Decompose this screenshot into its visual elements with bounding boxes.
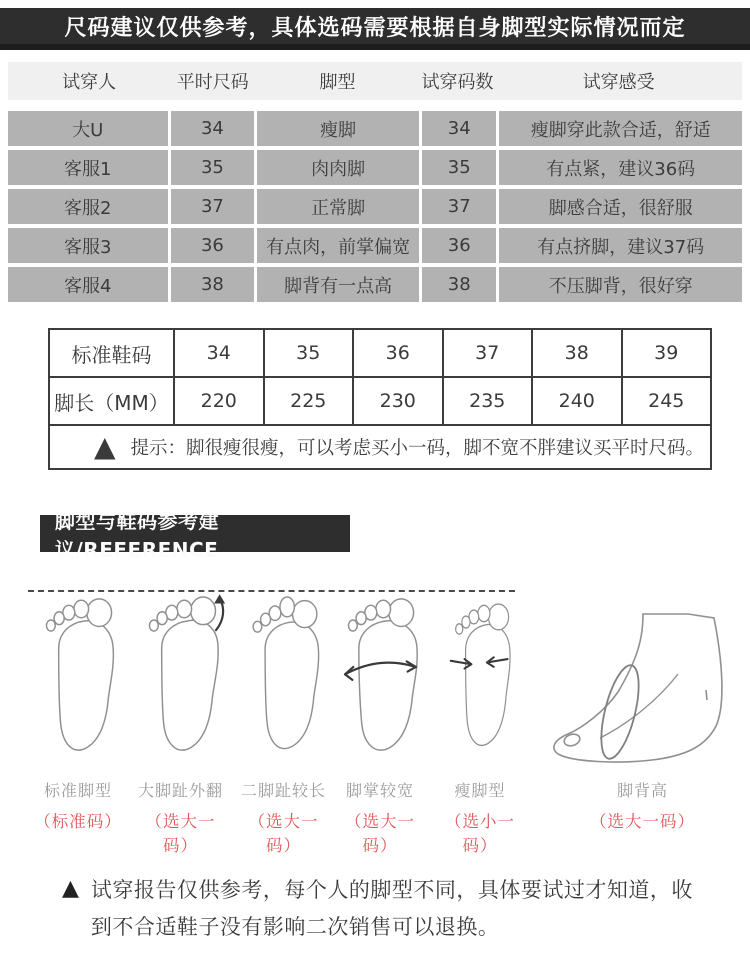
cell-usual-size: 34 xyxy=(168,111,255,146)
fit-table-header-row xyxy=(8,62,742,100)
cell-feeling: 有点挤脚，建议37码 xyxy=(496,228,742,263)
banner-text: 尺码建议仅供参考，具体选码需要根据自身脚型实际情况而定 xyxy=(64,15,686,41)
foot-type-advice: （选大一码） xyxy=(345,812,415,855)
foot-type-advice: （标准码） xyxy=(34,812,122,831)
foot-type-wide xyxy=(333,592,427,856)
cell-usual-size: 36 xyxy=(168,228,255,263)
foot-long-second-toe-icon xyxy=(237,592,330,764)
cell-feeling: 瘦脚穿此款合适，舒适 xyxy=(496,111,742,146)
foot-type-high-instep xyxy=(545,592,740,832)
foot-type-advice: （选大一码） xyxy=(145,812,216,855)
table-row xyxy=(8,189,742,224)
disclaimer-note xyxy=(62,872,702,946)
foot-type-label: 大脚趾外翻 xyxy=(137,781,223,800)
size-value: 38 xyxy=(531,330,621,376)
cell-tester: 客服3 xyxy=(64,236,112,258)
col-header-foot-type: 脚型 xyxy=(319,72,356,93)
length-value: 240 xyxy=(531,378,621,424)
disclaimer-text: 试穿报告仅供参考，每个人的脚型不同，具体要试过才知道，收到不合适鞋子没有影响二次销售可以退换。 xyxy=(90,878,693,939)
foot-type-advice: （选大一码） xyxy=(248,812,319,855)
size-value: 34 xyxy=(173,330,263,376)
size-row xyxy=(50,330,710,378)
cell-tried-size: 38 xyxy=(419,267,496,302)
triangle-icon: ▲ xyxy=(94,430,116,463)
length-value: 220 xyxy=(173,378,263,424)
cell-tried-size: 37 xyxy=(419,189,496,224)
col-header-usual-size: 平时尺码 xyxy=(176,72,249,93)
fit-report-table xyxy=(8,62,742,302)
fit-table-body xyxy=(8,111,742,302)
cell-tester: 客服2 xyxy=(64,197,112,219)
cell-foot-type: 瘦脚 xyxy=(254,111,419,146)
cell-tried-size: 34 xyxy=(419,111,496,146)
cell-feeling: 有点紧，建议36码 xyxy=(496,150,742,185)
foot-wide-icon xyxy=(333,592,427,764)
cell-usual-size: 37 xyxy=(168,189,255,224)
foot-high-instep-icon xyxy=(545,592,740,764)
top-notice-banner xyxy=(0,8,750,50)
cell-foot-type: 脚背有一点高 xyxy=(254,267,419,302)
cell-foot-type: 有点肉，前掌偏宽 xyxy=(254,228,419,263)
length-value: 230 xyxy=(352,378,442,424)
cell-tester: 客服4 xyxy=(64,275,112,297)
foot-length-row xyxy=(50,378,710,426)
foot-type-label: 脚背高 xyxy=(616,781,668,800)
foot-type-bunion xyxy=(133,592,228,856)
length-value: 245 xyxy=(621,378,711,424)
cell-feeling: 脚感合适，很舒服 xyxy=(496,189,742,224)
length-value: 235 xyxy=(442,378,532,424)
foot-type-label: 瘦脚型 xyxy=(454,781,506,800)
cell-usual-size: 38 xyxy=(168,267,255,302)
cell-tried-size: 35 xyxy=(419,150,496,185)
col-header-tried-size: 试穿码数 xyxy=(421,72,494,93)
size-tip-text: 提示：脚很瘦很瘦，可以考虑买小一码，脚不宽不胖建议买平时尺码。 xyxy=(130,438,705,459)
foot-type-thin xyxy=(435,592,525,856)
foot-type-standard xyxy=(30,592,126,832)
foot-type-advice: （选小一码） xyxy=(445,812,515,855)
cell-foot-type: 正常脚 xyxy=(254,189,419,224)
foot-thin-icon xyxy=(435,592,525,764)
size-chart-table xyxy=(48,328,712,470)
cell-tester: 客服1 xyxy=(64,158,112,180)
size-value: 35 xyxy=(263,330,353,376)
foot-length-row-label: 脚长（MM） xyxy=(54,390,169,415)
foot-standard-icon xyxy=(30,592,126,764)
triangle-icon: ▲ xyxy=(62,876,79,901)
size-value: 37 xyxy=(442,330,532,376)
size-tip-row xyxy=(50,426,710,468)
size-value: 36 xyxy=(352,330,442,376)
cell-usual-size: 35 xyxy=(168,150,255,185)
foot-type-label: 脚掌较宽 xyxy=(345,781,414,800)
cell-feeling: 不压脚背，很好穿 xyxy=(496,267,742,302)
size-value: 39 xyxy=(621,330,711,376)
foot-type-advice: （选大一码） xyxy=(590,812,695,831)
reference-title-text: 脚型与鞋码参考建议/REFERENCE xyxy=(55,508,219,562)
table-row xyxy=(8,267,742,302)
table-row xyxy=(8,228,742,263)
foot-type-label: 二脚趾较长 xyxy=(240,781,326,800)
table-row xyxy=(8,150,742,185)
table-row xyxy=(8,111,742,146)
foot-type-long-second-toe xyxy=(237,592,330,856)
length-value: 225 xyxy=(263,378,353,424)
cell-tester: 大U xyxy=(72,119,104,141)
foot-bunion-icon xyxy=(133,592,228,764)
cell-foot-type: 肉肉脚 xyxy=(254,150,419,185)
foot-type-label: 标准脚型 xyxy=(43,781,112,800)
reference-section-title xyxy=(40,508,350,562)
size-row-label: 标准鞋码 xyxy=(71,342,152,367)
col-header-tester: 试穿人 xyxy=(62,72,117,93)
foot-type-diagrams xyxy=(0,588,750,855)
col-header-feeling: 试穿感受 xyxy=(582,72,655,93)
cell-tried-size: 36 xyxy=(419,228,496,263)
